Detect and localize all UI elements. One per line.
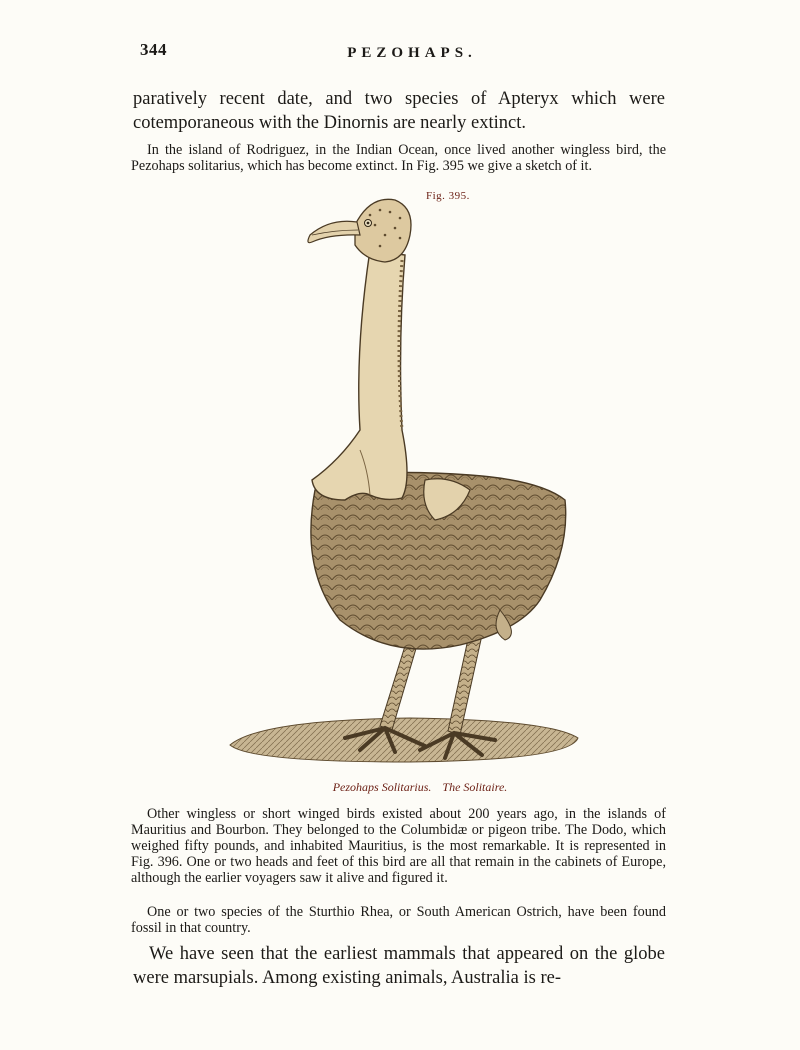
caption-common-name: The Solitaire. bbox=[442, 780, 508, 794]
solitaire-engraving bbox=[220, 190, 600, 770]
figure-label: Fig. 395. bbox=[426, 190, 470, 202]
paragraph-rodriguez: In the island of Rodriguez, in the Indian Ocean, once lived another wingless bird, the Pezohaps solitarius, which has become extinct. In Fig. 395 we give a sketch of it. bbox=[131, 142, 666, 174]
paragraph-continuation: paratively recent date, and two species of Apteryx which were cotemporaneous with the Dinornis are nearly extinct. bbox=[133, 89, 665, 133]
paragraph-marsupials: We have seen that the earliest mammals that appeared on the globe were marsupials. Among existing animals, Australia is re- bbox=[133, 944, 665, 988]
paragraph-wingless-birds: Other wingless or short winged birds existed about 200 years ago, in the islands of Mauritius and Bourbon. They belonged to the Columbidæ or pigeon tribe. The Dodo, which weighed fifty pounds, and inhabited Mauritius, is the most remarkable. It is represented in Fig. 396. One or two heads and feet of this bird are all that remain in the cabinets of Europe, although the earlier voyagers saw it alive and figured it. bbox=[131, 806, 666, 886]
running-title: PEZOHAPS. bbox=[347, 45, 477, 61]
caption-scientific-name: Pezohaps Solitarius. bbox=[332, 780, 432, 794]
figure-caption bbox=[0, 780, 800, 795]
paragraph-rhea: One or two species of the Sturthio Rhea, or South American Ostrich, have been found fossil in that country. bbox=[131, 904, 666, 936]
page-number: 344 bbox=[140, 40, 167, 59]
